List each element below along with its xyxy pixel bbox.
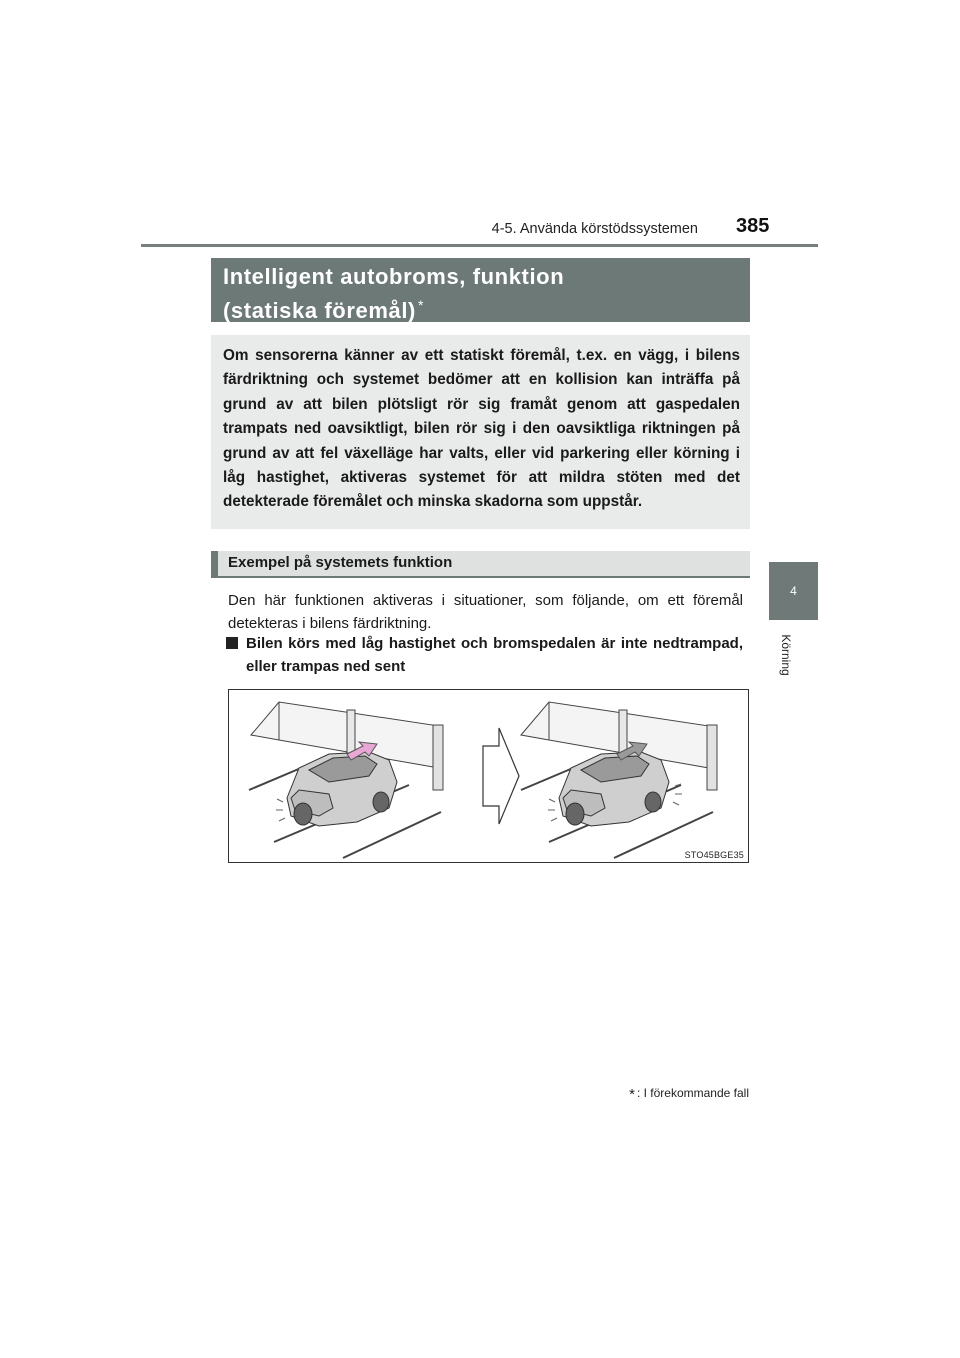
footnote xyxy=(629,1086,749,1103)
running-header-section: 4-5. Använda körstödssystemen xyxy=(491,221,698,237)
chapter-tab[interactable] xyxy=(769,562,818,620)
header-rule xyxy=(141,244,818,247)
optional-equipment-mark: * xyxy=(417,297,425,313)
intro-paragraph: Om sensorerna känner av ett statiskt föremål, t.ex. en vägg, i bilens färdriktning och systemet bedömer att en kollision kan inträffa på grund av att bilen plötsligt rör sig framåt genom att gaspedalen trampats ned oavsiktligt, bilen rör sig i den oavsiktliga riktningen på grund av att fel växelläge har valts, eller vid parkering eller körning i låg hastighet, aktiveras systemet för att mildra stöten med det detekterade föremålet och minska skadorna som uppstår. xyxy=(211,335,750,529)
section-title-line-1: Intelligent autobroms, funktion xyxy=(223,264,565,289)
asterisk-icon: * xyxy=(629,1086,635,1103)
figure-code: STO45BGE35 xyxy=(684,850,744,860)
transition-arrow-icon xyxy=(483,728,519,824)
chapter-number: 4 xyxy=(790,584,797,598)
bullet-text: Bilen körs med låg hastighet och bromspedalen är inte nedtrampad, eller trampas ned sent xyxy=(246,635,743,675)
section-title xyxy=(211,258,750,322)
square-bullet-icon xyxy=(226,637,238,649)
illustration-svg xyxy=(229,690,748,862)
wall-post-end xyxy=(433,725,443,790)
car xyxy=(559,752,669,826)
chapter-label: Körning xyxy=(779,634,793,676)
car xyxy=(287,752,397,826)
scene-before xyxy=(249,702,443,858)
footnote-text: : I förekommande fall xyxy=(636,1086,749,1100)
bullet-item xyxy=(226,632,743,678)
body-paragraph: Den här funktionen aktiveras i situationer, som följande, om ett föremål detekteras i bilens färdriktning. xyxy=(228,592,743,632)
illustration-figure xyxy=(228,689,749,863)
wall-post-end xyxy=(707,725,717,790)
scene-after xyxy=(521,702,717,858)
section-title-line-2: (statiska föremål) * xyxy=(223,297,425,323)
page-number: 385 xyxy=(736,215,770,237)
subheading: Exempel på systemets funktion xyxy=(211,551,750,578)
